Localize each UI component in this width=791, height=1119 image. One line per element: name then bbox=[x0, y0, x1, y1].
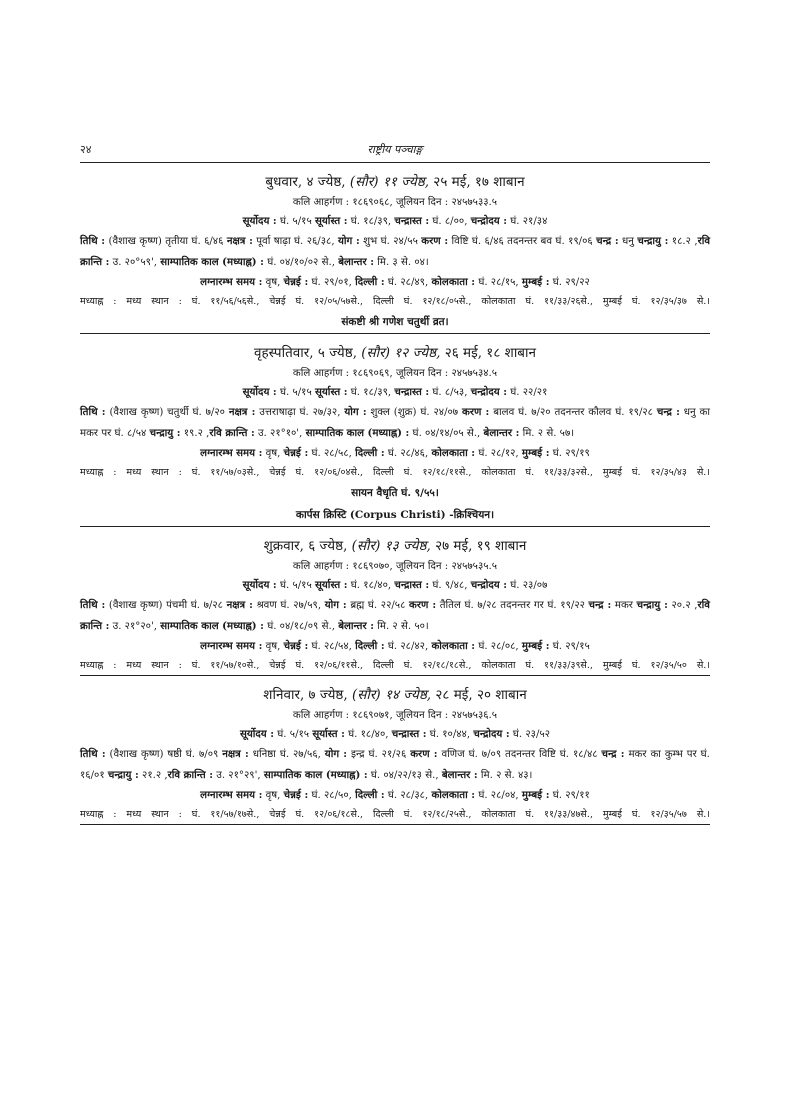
lagna-label: लग्नारम्भ समय : bbox=[200, 789, 263, 801]
lagna-label: लग्नारम्भ समय : bbox=[200, 276, 263, 288]
chennai-label: चेन्नई : bbox=[283, 447, 309, 459]
kali-value: १८६९०७१, bbox=[352, 710, 393, 721]
julian-label: जूलियन दिन : bbox=[395, 197, 449, 208]
chandra-label: चन्द्र : bbox=[656, 406, 680, 418]
lagna-sign: वृष, bbox=[265, 277, 281, 288]
karana-value: विष्टि घं. ६/४६ तदनन्तर बव घं. १९/०६ bbox=[451, 236, 593, 247]
chennai-value: घं. २८/५०, bbox=[311, 790, 352, 801]
madhyahna-line: मध्याह्न : मध्य स्थान : घं. ११/५७/१७से., चेन्नई घं. १२/०६/१८से., दिल्ली घं. १२/१८/२५से., कोलकाता घं. ११/३३/४७से., मुम्बई घं. १२/३५/५७ से.। bbox=[80, 809, 710, 820]
day-separator bbox=[80, 824, 710, 825]
lagna-line bbox=[80, 273, 710, 292]
rise-set-line bbox=[80, 383, 710, 402]
karana-value: तैतिल घं. ७/२८ तदनन्तर गर घं. १९/२२ bbox=[439, 600, 585, 611]
kali-label: कलि आहर्गण : bbox=[292, 368, 350, 379]
sunset-label: सूर्यास्त : bbox=[315, 386, 348, 398]
karana-label: करण : bbox=[410, 748, 438, 760]
festival-note: कार्पस क्रिस्टि (Corpus Christi) -क्रिश्चियन। bbox=[295, 509, 495, 521]
tithi-value: (वैशाख कृष्ण) तृतीया घं. ६/४६ bbox=[108, 236, 224, 247]
chandrayu-value: २०.२ , bbox=[671, 600, 698, 611]
moonset-label: चन्द्रास्त : bbox=[394, 215, 430, 227]
kranti-label: रवि क्रान्ति : bbox=[209, 427, 255, 439]
moonset-value: घं. १०/४४, bbox=[429, 729, 471, 740]
lagna-sign: वृष, bbox=[265, 790, 281, 801]
chandra-label: चन्द्र : bbox=[588, 599, 612, 611]
kolkata-value: घं. २८/०४, bbox=[478, 790, 519, 801]
delhi-value: घं. २८/४६, bbox=[387, 448, 429, 459]
saura-date: (सौर) १४ ज्येष्ठ, bbox=[351, 687, 432, 703]
gregorian-hijri-date: २८ मई, २० शाबान bbox=[435, 687, 527, 703]
kranti-label: रवि क्रान्ति : bbox=[80, 235, 711, 268]
julian-value: २४५७५३४.५ bbox=[451, 368, 498, 379]
mumbai-value: घं. २९/१९ bbox=[552, 448, 590, 459]
running-header bbox=[80, 140, 710, 162]
sunrise-label: सूर्योदय : bbox=[242, 215, 277, 227]
panchang-details bbox=[80, 595, 710, 637]
delhi-label: दिल्ली : bbox=[355, 447, 385, 459]
mumbai-value: घं. २९/२२ bbox=[552, 277, 590, 288]
tithi-label: तिथि : bbox=[80, 599, 106, 611]
festival-note: सायन वैधृति घं. ९/५५। bbox=[351, 487, 439, 499]
velantar-label: बेलान्तर : bbox=[483, 427, 520, 439]
sunrise-label: सूर्योदय : bbox=[242, 386, 277, 398]
karana-value: वणिज घं. ७/०९ तदनन्तर विष्टि घं. १८/४८ bbox=[441, 749, 598, 760]
chandrayu-label: चन्द्रायु : bbox=[637, 235, 669, 247]
chandrayu-value: १९.२ , bbox=[183, 428, 210, 439]
saura-date: (सौर) ११ ज्येष्ठ, bbox=[349, 174, 429, 190]
gregorian-hijri-date: २५ मई, १७ शाबान bbox=[433, 174, 525, 190]
tithi-label: तिथि : bbox=[80, 235, 106, 247]
chandra-label: चन्द्र : bbox=[596, 235, 619, 247]
kali-julian-line bbox=[80, 193, 710, 212]
moonset-label: चन्द्रास्त : bbox=[391, 728, 427, 740]
moonrise-value: घं. २१/३४ bbox=[510, 216, 548, 227]
panchang-details bbox=[80, 231, 710, 273]
chennai-label: चेन्नई : bbox=[283, 789, 309, 801]
sampatik-value: घं. ०४/१४/०५ से., bbox=[412, 428, 481, 439]
yoga-value: इन्द्र घं. २१/२६ bbox=[351, 749, 407, 760]
madhyahna-line: मध्याह्न : मध्य स्थान : घं. ११/५६/५६से., चेन्नई घं. १२/०५/५७से., दिल्ली घं. १२/१८/०५से., कोलकाता घं. ११/३३/२६से., मुम्बई घं. १२/३५/३७ से.। bbox=[80, 296, 710, 307]
yoga-value: शुक्ल (शुक्र) घं. २४/०७ bbox=[370, 407, 459, 418]
delhi-label: दिल्ली : bbox=[355, 640, 385, 652]
sampatik-label: साम्पातिक काल (मध्याह्न) : bbox=[263, 769, 368, 781]
lagna-label: लग्नारम्भ समय : bbox=[200, 447, 263, 459]
moonrise-label: चन्द्रोदय : bbox=[470, 386, 507, 398]
yoga-label: योग : bbox=[337, 235, 360, 247]
delhi-value: घं. २८/४२, bbox=[387, 641, 429, 652]
chennai-value: घं. २९/०१, bbox=[311, 277, 352, 288]
delhi-value: घं. २८/३८, bbox=[387, 790, 429, 801]
sunset-value: घं. १८/३९, bbox=[350, 387, 392, 398]
nakshatra-value: धनिष्ठा घं. २७/५६, bbox=[252, 749, 321, 760]
moonrise-label: चन्द्रोदय : bbox=[470, 215, 507, 227]
velantar-value: मि. २ से. ४३। bbox=[480, 770, 533, 781]
velantar-label: बेलान्तर : bbox=[338, 620, 374, 632]
velantar-value: मि. २ से. ५०। bbox=[377, 621, 429, 632]
kolkata-value: घं. २८/०८, bbox=[478, 641, 519, 652]
delhi-label: दिल्ली : bbox=[355, 276, 385, 288]
chennai-value: घं. २८/५४, bbox=[311, 641, 352, 652]
sampatik-value: घं. ०४/२२/१३ से., bbox=[370, 770, 439, 781]
sunrise-value: घं. ५/१५ bbox=[279, 216, 312, 227]
kali-julian-line bbox=[80, 364, 710, 383]
mumbai-value: घं. २९/११ bbox=[552, 790, 590, 801]
nakshatra-label: नक्षत्र : bbox=[226, 599, 253, 611]
moonset-label: चन्द्रास्त : bbox=[394, 579, 430, 591]
sunset-value: घं. १८/४०, bbox=[348, 729, 389, 740]
chandra-value: धनु bbox=[622, 236, 634, 247]
moonset-value: घं. ८/५३, bbox=[432, 387, 468, 398]
festival-note: संकष्टी श्री गणेश चतुर्थी व्रत। bbox=[341, 316, 449, 328]
tithi-value: (वैशाख कृष्ण) चतुर्थी घं. ७/२० bbox=[109, 407, 225, 418]
kranti-label: रवि क्रान्ति : bbox=[167, 769, 213, 781]
delhi-label: दिल्ली : bbox=[355, 789, 385, 801]
saura-date: (सौर) १२ ज्येष्ठ, bbox=[361, 345, 441, 361]
calendar-page bbox=[80, 140, 710, 825]
sunrise-value: घं. ५/१५ bbox=[279, 580, 312, 591]
moonrise-value: घं. २३/५२ bbox=[512, 729, 551, 740]
chandrayu-value: २१.२ , bbox=[142, 770, 168, 781]
karana-value: बालव घं. ७/२० तदनन्तर कौलव घं. १९/२८ bbox=[493, 407, 653, 418]
panchang-details bbox=[80, 744, 710, 786]
madhyahna-line: मध्याह्न : मध्य स्थान : घं. ११/५७/०३से., चेन्नई घं. १२/०६/०४से., दिल्ली घं. १२/१८/११से., कोलकाता घं. ११/३३/३२से., मुम्बई घं. १२/३५/४३ से.। bbox=[80, 467, 710, 478]
lagna-sign: वृष, bbox=[265, 641, 281, 652]
velantar-value: मि. ३ से. ०४। bbox=[377, 257, 429, 268]
kolkata-value: घं. २८/१२, bbox=[478, 448, 519, 459]
kolkata-label: कोलकाता : bbox=[431, 447, 476, 459]
julian-value: २४५७५३५.५ bbox=[451, 561, 498, 572]
velantar-value: मि. २ से. ५७। bbox=[522, 428, 575, 439]
lagna-line bbox=[80, 637, 710, 656]
nakshatra-label: नक्षत्र : bbox=[228, 406, 256, 418]
madhyahna-line: मध्याह्न : मध्य स्थान : घं. ११/५७/१०से., चेन्नई घं. १२/०६/११से., दिल्ली घं. १२/१८/१८से., कोलकाता घं. ११/३३/३९से., मुम्बई घं. १२/३५/५० से.। bbox=[80, 660, 710, 671]
lagna-sign: वृष, bbox=[265, 448, 281, 459]
julian-value: २४५७५३६.५ bbox=[451, 710, 498, 721]
nakshatra-label: नक्षत्र : bbox=[226, 235, 253, 247]
sunrise-value: घं. ५/१५ bbox=[279, 387, 312, 398]
kranti-value: उ. २१°२०', bbox=[112, 621, 157, 632]
weekday: बुधवार, ४ ज्येष्ठ, bbox=[265, 174, 346, 190]
lagna-line bbox=[80, 444, 710, 463]
sunset-label: सूर्यास्त : bbox=[312, 728, 345, 740]
kranti-value: उ. २१°१०', bbox=[257, 428, 303, 439]
sampatik-label: साम्पातिक काल (मध्याह्न) : bbox=[305, 427, 410, 439]
julian-label: जूलियन दिन : bbox=[395, 710, 449, 721]
tithi-label: तिथि : bbox=[80, 406, 106, 418]
yoga-value: शुभ घं. २४/५५ bbox=[363, 236, 418, 247]
kolkata-label: कोलकाता : bbox=[431, 276, 476, 288]
day-heading bbox=[80, 171, 710, 193]
chennai-label: चेन्नई : bbox=[283, 640, 309, 652]
weekday: शुक्रवार, ६ ज्येष्ठ, bbox=[263, 538, 348, 554]
weekday: वृहस्पतिवार, ५ ज्येष्ठ, bbox=[253, 345, 357, 361]
chandrayu-value: १८.२ , bbox=[671, 236, 698, 247]
nakshatra-label: नक्षत्र : bbox=[222, 748, 249, 760]
chandra-value: मकर का कुम्भ पर घं. १६/०१ bbox=[80, 749, 710, 781]
yoga-label: योग : bbox=[324, 748, 348, 760]
chandra-value: धनु का मकर पर घं. ८/५४ bbox=[80, 407, 711, 439]
nakshatra-value: श्रवण घं. २७/५९, bbox=[256, 600, 322, 611]
kali-label: कलि आहर्गण : bbox=[292, 710, 350, 721]
mumbai-label: मुम्बई : bbox=[521, 640, 550, 652]
sunrise-label: सूर्योदय : bbox=[242, 579, 277, 591]
julian-label: जूलियन दिन : bbox=[395, 368, 449, 379]
chennai-label: चेन्नई : bbox=[283, 276, 309, 288]
delhi-value: घं. २८/४९, bbox=[387, 277, 429, 288]
kali-value: १८६९०७०, bbox=[352, 561, 393, 572]
kali-label: कलि आहर्गण : bbox=[292, 197, 350, 208]
sampatik-value: घं. ०४/१०/०२ से., bbox=[267, 257, 335, 268]
yoga-label: योग : bbox=[344, 406, 367, 418]
day-entries bbox=[80, 163, 710, 825]
mumbai-label: मुम्बई : bbox=[521, 789, 550, 801]
karana-label: करण : bbox=[462, 406, 490, 418]
day-entry bbox=[80, 163, 710, 333]
rise-set-line bbox=[80, 725, 710, 744]
day-heading bbox=[80, 684, 710, 706]
moonset-value: घं. ८/००, bbox=[432, 216, 468, 227]
mumbai-label: मुम्बई : bbox=[521, 276, 550, 288]
karana-label: करण : bbox=[409, 599, 437, 611]
gregorian-hijri-date: २७ मई, १९ शाबान bbox=[435, 538, 527, 554]
julian-value: २४५७५३३.५ bbox=[451, 197, 498, 208]
chennai-value: घं. २८/५८, bbox=[311, 448, 352, 459]
sunset-label: सूर्यास्त : bbox=[315, 215, 348, 227]
moonset-value: घं. ९/४८, bbox=[432, 580, 468, 591]
page-number: २४ bbox=[80, 143, 92, 156]
moonrise-label: चन्द्रोदय : bbox=[473, 728, 510, 740]
kranti-label: रवि क्रान्ति : bbox=[80, 599, 710, 632]
sunset-label: सूर्यास्त : bbox=[315, 579, 348, 591]
sampatik-label: साम्पातिक काल (मध्याह्न) : bbox=[160, 256, 264, 268]
gregorian-hijri-date: २६ मई, १८ शाबान bbox=[444, 345, 537, 361]
moonset-label: चन्द्रास्त : bbox=[394, 386, 430, 398]
chandra-label: चन्द्र : bbox=[601, 748, 625, 760]
kolkata-label: कोलकाता : bbox=[431, 789, 476, 801]
kali-value: १८६९०६८, bbox=[352, 197, 393, 208]
saura-date: (सौर) १३ ज्येष्ठ, bbox=[351, 538, 431, 554]
panchang-details bbox=[80, 402, 710, 444]
velantar-label: बेलान्तर : bbox=[338, 256, 374, 268]
nakshatra-value: पूर्वा षाढ़ा घं. २६/३८, bbox=[256, 236, 335, 247]
chandra-value: मकर bbox=[614, 600, 633, 611]
julian-label: जूलियन दिन : bbox=[395, 561, 449, 572]
moonrise-value: घं. २३/०७ bbox=[510, 580, 548, 591]
kranti-value: उ. २०°५९', bbox=[112, 257, 157, 268]
nakshatra-value: उत्तराषाढ़ा घं. २७/३२, bbox=[259, 407, 341, 418]
chandrayu-label: चन्द्रायु : bbox=[149, 427, 181, 439]
sampatik-value: घं. ०४/१८/०९ से., bbox=[267, 621, 335, 632]
sampatik-label: साम्पातिक काल (मध्याह्न) : bbox=[160, 620, 264, 632]
sunrise-label: सूर्योदय : bbox=[239, 728, 275, 740]
karana-label: करण : bbox=[421, 235, 449, 247]
tithi-value: (वैशाख कृष्ण) षष्ठी घं. ७/०९ bbox=[109, 749, 219, 760]
yoga-label: योग : bbox=[324, 599, 347, 611]
day-entry bbox=[80, 334, 710, 526]
kali-julian-line bbox=[80, 557, 710, 576]
kali-julian-line bbox=[80, 706, 710, 725]
day-heading bbox=[80, 342, 710, 364]
tithi-label: तिथि : bbox=[80, 748, 106, 760]
sunset-value: घं. १८/४०, bbox=[350, 580, 392, 591]
kali-label: कलि आहर्गण : bbox=[292, 561, 350, 572]
sunrise-value: घं. ५/१५ bbox=[277, 729, 310, 740]
rise-set-line bbox=[80, 212, 710, 231]
book-title: राष्ट्रीय पञ्चाङ्ग bbox=[367, 143, 423, 156]
tithi-value: (वैशाख कृष्ण) पंचमी घं. ७/२८ bbox=[108, 600, 223, 611]
chandrayu-label: चन्द्रायु : bbox=[107, 769, 139, 781]
lagna-label: लग्नारम्भ समय : bbox=[200, 640, 263, 652]
weekday: शनिवार, ७ ज्येष्ठ, bbox=[263, 687, 348, 703]
kali-value: १८६९०६९, bbox=[352, 368, 393, 379]
mumbai-value: घं. २९/१५ bbox=[552, 641, 590, 652]
kolkata-value: घं. २८/१५, bbox=[478, 277, 519, 288]
mumbai-label: मुम्बई : bbox=[521, 447, 550, 459]
sunset-value: घं. १८/३९, bbox=[350, 216, 392, 227]
day-heading bbox=[80, 535, 710, 557]
chandrayu-label: चन्द्रायु : bbox=[636, 599, 668, 611]
kolkata-label: कोलकाता : bbox=[431, 640, 476, 652]
day-entry bbox=[80, 676, 710, 824]
day-entry bbox=[80, 527, 710, 675]
kranti-value: उ. २१°२९', bbox=[216, 770, 261, 781]
yoga-value: ब्रह्म घं. २२/५८ bbox=[350, 600, 406, 611]
lagna-line bbox=[80, 786, 710, 805]
moonrise-label: चन्द्रोदय : bbox=[470, 579, 507, 591]
moonrise-value: घं. २२/२१ bbox=[510, 387, 548, 398]
velantar-label: बेलान्तर : bbox=[441, 769, 478, 781]
rise-set-line bbox=[80, 576, 710, 595]
